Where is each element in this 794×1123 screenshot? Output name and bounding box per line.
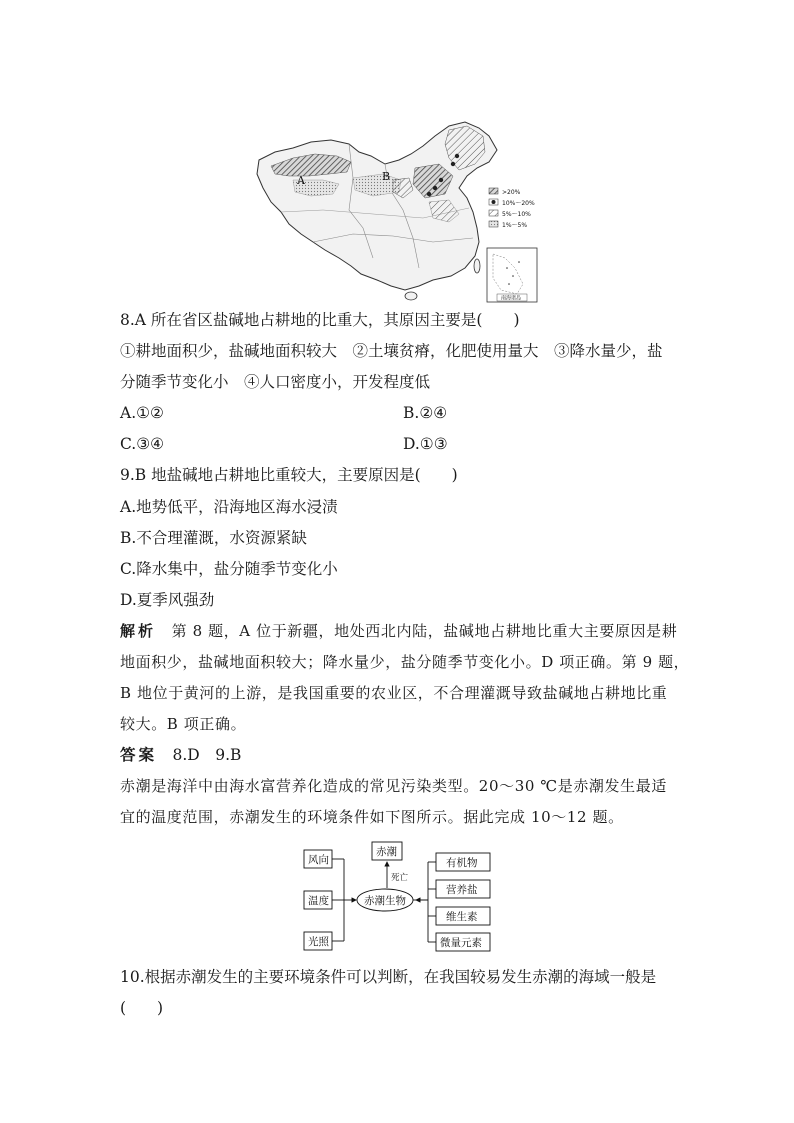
q8-text-line2: 分随季节变化小 ④人口密度小，开发程度低 bbox=[120, 373, 431, 391]
inset-label: 南海诸岛 bbox=[501, 295, 522, 302]
intro-line1: 赤潮是海洋中由海水富营养化造成的常见污染类型。20～30 ℃是赤潮发生最适 bbox=[120, 777, 667, 795]
red-tide-diagram bbox=[300, 838, 500, 954]
legend-label-1: >20% bbox=[502, 189, 521, 196]
legend-label-3: 5%～10% bbox=[502, 211, 531, 218]
center-label: 赤潮生物 bbox=[364, 895, 406, 907]
q10-paren: ( ) bbox=[120, 999, 164, 1017]
q8-option-d[interactable]: D.①③ bbox=[403, 435, 448, 453]
legend-label-2: 10%～20% bbox=[502, 200, 535, 207]
box-vitamin-label: 维生素 bbox=[446, 911, 478, 923]
china-saline-land-map bbox=[253, 118, 541, 306]
q10-stem: 10.根据赤潮发生的主要环境条件可以判断，在我国较易发生赤潮的海域一般是 bbox=[120, 968, 657, 986]
map-legend bbox=[489, 188, 535, 229]
analysis-line2: 地面积少，盐碱地面积较大；降水量少，盐分随季节变化小。D 项正确。第 9 题， bbox=[120, 653, 690, 671]
answer-line bbox=[120, 744, 241, 766]
map-label-b: B bbox=[382, 170, 391, 183]
analysis-text-1: 第 8 题，A 位于新疆，地处西北内陆，盐碱地占耕地比重大主要原因是耕 bbox=[156, 622, 678, 640]
box-trace-label: 微量元素 bbox=[440, 937, 482, 949]
q9-option-c[interactable]: C.降水集中，盐分随季节变化小 bbox=[120, 560, 338, 578]
q8-stem: 8.A 所在省区盐碱地占耕地的比重大，其原因主要是( ) bbox=[120, 311, 520, 329]
answer-text: 8.D 9.B bbox=[157, 746, 242, 764]
box-light-label: 光照 bbox=[308, 936, 329, 948]
box-temp-label: 温度 bbox=[308, 895, 329, 907]
analysis-line1 bbox=[120, 620, 677, 642]
death-label: 死亡 bbox=[391, 873, 409, 883]
box-wind-label: 风向 bbox=[308, 854, 329, 866]
q8-option-c[interactable]: C.③④ bbox=[120, 435, 165, 453]
q9-option-a[interactable]: A.地势低平，沿海地区海水浸渍 bbox=[120, 498, 338, 516]
q8-text-line1: ①耕地面积少，盐碱地面积较大 ②土壤贫瘠，化肥使用量大 ③降水量少，盐 bbox=[120, 342, 663, 360]
legend-label-4: 1%～5% bbox=[502, 222, 528, 229]
south-china-sea-inset bbox=[487, 248, 537, 302]
q9-option-b[interactable]: B.不合理灌溉，水资源紧缺 bbox=[120, 529, 307, 547]
q9-option-d[interactable]: D.夏季风强劲 bbox=[120, 591, 215, 609]
q8-option-b[interactable]: B.②④ bbox=[403, 404, 448, 422]
map-label-a: A bbox=[297, 174, 305, 187]
box-organic-label: 有机物 bbox=[446, 857, 478, 869]
box-nutrient-label: 营养盐 bbox=[446, 884, 478, 896]
analysis-line4: 较大。B 项正确。 bbox=[120, 715, 247, 733]
box-red-tide-label: 赤潮 bbox=[376, 846, 397, 858]
q9-stem: 9.B 地盐碱地占耕地比重较大，主要原因是( ) bbox=[120, 466, 458, 484]
analysis-label: 解析 bbox=[120, 622, 157, 640]
analysis-line3: B 地位于黄河的上游，是我国重要的农业区，不合理灌溉导致盐碱地占耕地比重 bbox=[120, 684, 668, 702]
intro-line2: 宜的温度范围，赤潮发生的环境条件如下图所示。据此完成 10～12 题。 bbox=[120, 808, 624, 826]
q8-option-a[interactable]: A.①② bbox=[120, 404, 164, 422]
answer-label: 答案 bbox=[120, 745, 158, 764]
